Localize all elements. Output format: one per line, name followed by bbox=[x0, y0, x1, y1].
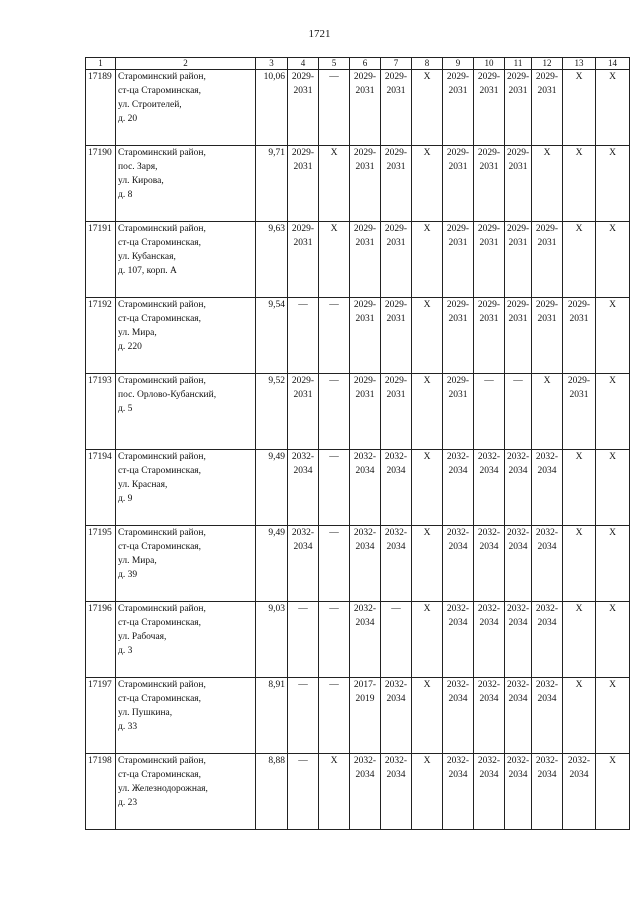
column-6-cell: 2017- 2019 bbox=[350, 678, 381, 754]
column-14-cell: Х bbox=[596, 146, 630, 222]
table-row bbox=[86, 450, 630, 526]
column-header-4: 4 bbox=[288, 58, 319, 70]
table-row bbox=[86, 754, 630, 830]
column-9-cell: 2029- 2031 bbox=[443, 146, 474, 222]
column-4-cell: 2032- 2034 bbox=[288, 526, 319, 602]
column-7-cell: 2032- 2034 bbox=[381, 754, 412, 830]
value-cell: 8,88 bbox=[256, 754, 288, 830]
table-row bbox=[86, 678, 630, 754]
column-11-cell: 2032- 2034 bbox=[505, 602, 532, 678]
column-header-2: 2 bbox=[116, 58, 256, 70]
column-4-cell: — bbox=[288, 602, 319, 678]
column-10-cell: 2032- 2034 bbox=[474, 450, 505, 526]
column-8-cell: Х bbox=[412, 450, 443, 526]
column-5-cell: — bbox=[319, 602, 350, 678]
column-header-11: 11 bbox=[505, 58, 532, 70]
column-8-cell: Х bbox=[412, 526, 443, 602]
column-header-5: 5 bbox=[319, 58, 350, 70]
column-header-6: 6 bbox=[350, 58, 381, 70]
column-7-cell: 2029- 2031 bbox=[381, 298, 412, 374]
column-7-cell: 2029- 2031 bbox=[381, 70, 412, 146]
column-5-cell: — bbox=[319, 374, 350, 450]
column-14-cell: Х bbox=[596, 450, 630, 526]
column-4-cell: 2032- 2034 bbox=[288, 450, 319, 526]
column-7-cell: 2029- 2031 bbox=[381, 146, 412, 222]
column-5-cell: Х bbox=[319, 146, 350, 222]
address-cell: Староминский район, пос. Заря, ул. Кирова, д. 8 bbox=[116, 146, 256, 222]
row-number-cell: 17195 bbox=[86, 526, 116, 602]
column-12-cell: 2032- 2034 bbox=[532, 754, 563, 830]
row-number-cell: 17194 bbox=[86, 450, 116, 526]
register-table bbox=[85, 57, 630, 830]
column-8-cell: Х bbox=[412, 602, 443, 678]
address-cell: Староминский район, пос. Орлово-Кубанский, д. 5 bbox=[116, 374, 256, 450]
column-10-cell: 2029- 2031 bbox=[474, 298, 505, 374]
column-4-cell: 2029- 2031 bbox=[288, 374, 319, 450]
column-11-cell: 2029- 2031 bbox=[505, 146, 532, 222]
column-header-1: 1 bbox=[86, 58, 116, 70]
column-10-cell: 2032- 2034 bbox=[474, 602, 505, 678]
column-4-cell: — bbox=[288, 678, 319, 754]
column-11-cell: 2032- 2034 bbox=[505, 450, 532, 526]
column-7-cell: — bbox=[381, 602, 412, 678]
column-7-cell: 2032- 2034 bbox=[381, 526, 412, 602]
table-row bbox=[86, 374, 630, 450]
column-13-cell: Х bbox=[563, 450, 596, 526]
column-header-7: 7 bbox=[381, 58, 412, 70]
column-9-cell: 2032- 2034 bbox=[443, 526, 474, 602]
column-9-cell: 2029- 2031 bbox=[443, 222, 474, 298]
address-cell: Староминский район, ст-ца Староминская, ул. Железнодорожная, д. 23 bbox=[116, 754, 256, 830]
column-13-cell: Х bbox=[563, 526, 596, 602]
column-4-cell: 2029- 2031 bbox=[288, 70, 319, 146]
address-cell: Староминский район, ст-ца Староминская, ул. Рабочая, д. 3 bbox=[116, 602, 256, 678]
column-5-cell: — bbox=[319, 70, 350, 146]
column-10-cell: 2029- 2031 bbox=[474, 70, 505, 146]
column-14-cell: Х bbox=[596, 754, 630, 830]
table-row bbox=[86, 70, 630, 146]
column-8-cell: Х bbox=[412, 374, 443, 450]
column-6-cell: 2032- 2034 bbox=[350, 526, 381, 602]
column-12-cell: 2032- 2034 bbox=[532, 678, 563, 754]
column-5-cell: Х bbox=[319, 222, 350, 298]
column-13-cell: Х bbox=[563, 222, 596, 298]
address-cell: Староминский район, ст-ца Староминская, ул. Мира, д. 220 bbox=[116, 298, 256, 374]
column-9-cell: 2032- 2034 bbox=[443, 678, 474, 754]
column-11-cell: 2029- 2031 bbox=[505, 222, 532, 298]
column-10-cell: 2029- 2031 bbox=[474, 222, 505, 298]
column-5-cell: — bbox=[319, 450, 350, 526]
column-4-cell: — bbox=[288, 754, 319, 830]
column-9-cell: 2029- 2031 bbox=[443, 298, 474, 374]
column-9-cell: 2032- 2034 bbox=[443, 450, 474, 526]
column-6-cell: 2029- 2031 bbox=[350, 374, 381, 450]
column-10-cell: — bbox=[474, 374, 505, 450]
header-row bbox=[86, 58, 630, 70]
value-cell: 10,06 bbox=[256, 70, 288, 146]
column-12-cell: Х bbox=[532, 146, 563, 222]
column-header-8: 8 bbox=[412, 58, 443, 70]
column-11-cell: 2032- 2034 bbox=[505, 526, 532, 602]
column-12-cell: 2032- 2034 bbox=[532, 450, 563, 526]
row-number-cell: 17191 bbox=[86, 222, 116, 298]
column-header-13: 13 bbox=[563, 58, 596, 70]
column-11-cell: 2029- 2031 bbox=[505, 298, 532, 374]
column-12-cell: 2029- 2031 bbox=[532, 70, 563, 146]
row-number-cell: 17193 bbox=[86, 374, 116, 450]
value-cell: 9,52 bbox=[256, 374, 288, 450]
row-number-cell: 17189 bbox=[86, 70, 116, 146]
column-5-cell: — bbox=[319, 526, 350, 602]
column-6-cell: 2029- 2031 bbox=[350, 146, 381, 222]
column-4-cell: 2029- 2031 bbox=[288, 146, 319, 222]
column-12-cell: 2032- 2034 bbox=[532, 526, 563, 602]
value-cell: 9,03 bbox=[256, 602, 288, 678]
column-14-cell: Х bbox=[596, 298, 630, 374]
column-13-cell: 2029- 2031 bbox=[563, 374, 596, 450]
page-number: 1721 bbox=[308, 28, 331, 40]
table-row bbox=[86, 298, 630, 374]
column-7-cell: 2032- 2034 bbox=[381, 450, 412, 526]
column-6-cell: 2029- 2031 bbox=[350, 70, 381, 146]
column-7-cell: 2029- 2031 bbox=[381, 374, 412, 450]
column-10-cell: 2032- 2034 bbox=[474, 678, 505, 754]
column-header-3: 3 bbox=[256, 58, 288, 70]
address-cell: Староминский район, ст-ца Староминская, ул. Строителей, д. 20 bbox=[116, 70, 256, 146]
column-5-cell: — bbox=[319, 678, 350, 754]
column-10-cell: 2032- 2034 bbox=[474, 526, 505, 602]
column-10-cell: 2032- 2034 bbox=[474, 754, 505, 830]
column-header-14: 14 bbox=[596, 58, 630, 70]
column-13-cell: 2029- 2031 bbox=[563, 298, 596, 374]
column-14-cell: Х bbox=[596, 526, 630, 602]
value-cell: 9,71 bbox=[256, 146, 288, 222]
address-cell: Староминский район, ст-ца Староминская, ул. Красная, д. 9 bbox=[116, 450, 256, 526]
column-8-cell: Х bbox=[412, 222, 443, 298]
table-body bbox=[86, 70, 630, 830]
column-8-cell: Х bbox=[412, 146, 443, 222]
column-6-cell: 2032- 2034 bbox=[350, 754, 381, 830]
column-header-10: 10 bbox=[474, 58, 505, 70]
column-13-cell: 2032- 2034 bbox=[563, 754, 596, 830]
column-5-cell: — bbox=[319, 298, 350, 374]
table-row bbox=[86, 526, 630, 602]
column-12-cell: 2029- 2031 bbox=[532, 222, 563, 298]
column-9-cell: 2029- 2031 bbox=[443, 70, 474, 146]
table-row bbox=[86, 222, 630, 298]
column-8-cell: Х bbox=[412, 70, 443, 146]
column-10-cell: 2029- 2031 bbox=[474, 146, 505, 222]
column-header-9: 9 bbox=[443, 58, 474, 70]
column-7-cell: 2029- 2031 bbox=[381, 222, 412, 298]
column-14-cell: Х bbox=[596, 374, 630, 450]
column-13-cell: Х bbox=[563, 146, 596, 222]
address-cell: Староминский район, ст-ца Староминская, ул. Мира, д. 39 bbox=[116, 526, 256, 602]
column-14-cell: Х bbox=[596, 678, 630, 754]
column-11-cell: 2032- 2034 bbox=[505, 754, 532, 830]
column-8-cell: Х bbox=[412, 754, 443, 830]
column-5-cell: Х bbox=[319, 754, 350, 830]
row-number-cell: 17198 bbox=[86, 754, 116, 830]
column-8-cell: Х bbox=[412, 298, 443, 374]
value-cell: 9,49 bbox=[256, 526, 288, 602]
table-row bbox=[86, 602, 630, 678]
column-4-cell: 2029- 2031 bbox=[288, 222, 319, 298]
column-11-cell: — bbox=[505, 374, 532, 450]
column-7-cell: 2032- 2034 bbox=[381, 678, 412, 754]
column-12-cell: Х bbox=[532, 374, 563, 450]
column-6-cell: 2032- 2034 bbox=[350, 602, 381, 678]
column-11-cell: 2029- 2031 bbox=[505, 70, 532, 146]
column-12-cell: 2029- 2031 bbox=[532, 298, 563, 374]
column-12-cell: 2032- 2034 bbox=[532, 602, 563, 678]
column-8-cell: Х bbox=[412, 678, 443, 754]
column-14-cell: Х bbox=[596, 70, 630, 146]
address-cell: Староминский район, ст-ца Староминская, ул. Пушкина, д. 33 bbox=[116, 678, 256, 754]
value-cell: 8,91 bbox=[256, 678, 288, 754]
table-row bbox=[86, 146, 630, 222]
column-9-cell: 2032- 2034 bbox=[443, 602, 474, 678]
column-13-cell: Х bbox=[563, 678, 596, 754]
column-14-cell: Х bbox=[596, 222, 630, 298]
value-cell: 9,49 bbox=[256, 450, 288, 526]
column-6-cell: 2032- 2034 bbox=[350, 450, 381, 526]
column-header-12: 12 bbox=[532, 58, 563, 70]
column-6-cell: 2029- 2031 bbox=[350, 222, 381, 298]
column-9-cell: 2032- 2034 bbox=[443, 754, 474, 830]
row-number-cell: 17190 bbox=[86, 146, 116, 222]
column-9-cell: 2029- 2031 bbox=[443, 374, 474, 450]
column-13-cell: Х bbox=[563, 602, 596, 678]
value-cell: 9,54 bbox=[256, 298, 288, 374]
column-14-cell: Х bbox=[596, 602, 630, 678]
column-4-cell: — bbox=[288, 298, 319, 374]
column-13-cell: Х bbox=[563, 70, 596, 146]
row-number-cell: 17196 bbox=[86, 602, 116, 678]
address-cell: Староминский район, ст-ца Староминская, ул. Кубанская, д. 107, корп. А bbox=[116, 222, 256, 298]
column-11-cell: 2032- 2034 bbox=[505, 678, 532, 754]
column-6-cell: 2029- 2031 bbox=[350, 298, 381, 374]
row-number-cell: 17197 bbox=[86, 678, 116, 754]
row-number-cell: 17192 bbox=[86, 298, 116, 374]
value-cell: 9,63 bbox=[256, 222, 288, 298]
